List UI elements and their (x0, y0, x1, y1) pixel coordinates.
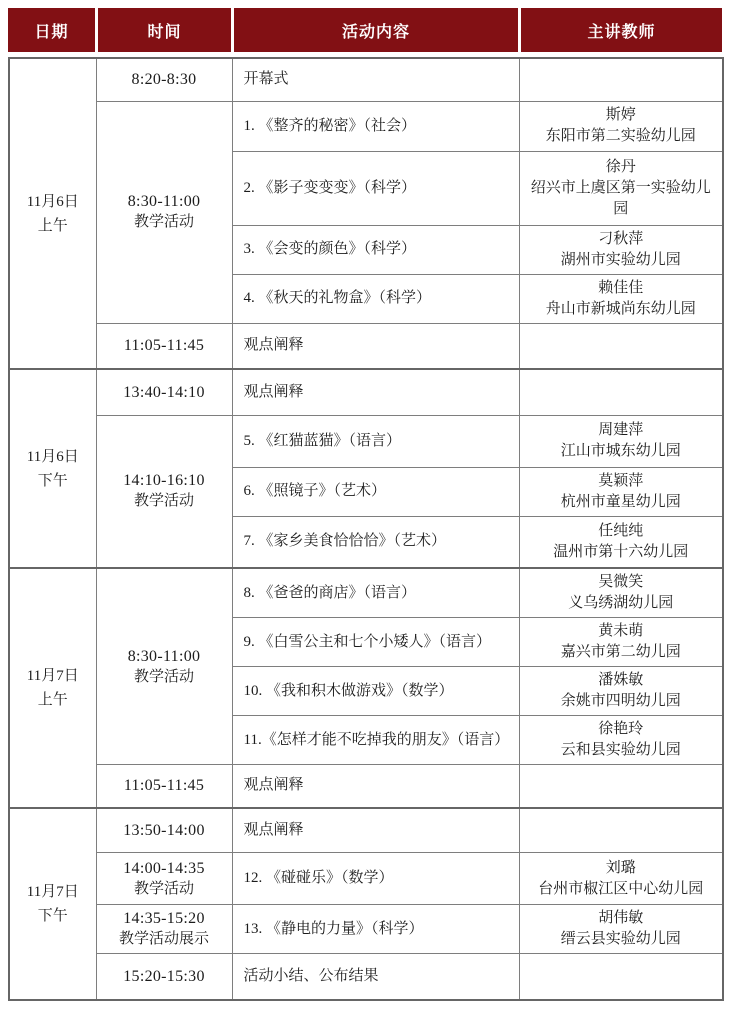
teacher-name: 莫颖萍 (598, 472, 644, 489)
teacher-cell (519, 667, 723, 716)
content-cell (232, 323, 519, 369)
content-cell (232, 954, 519, 1000)
teacher-name: 刁秋萍 (598, 230, 644, 247)
content-cell (232, 618, 519, 667)
content-cell (232, 415, 519, 467)
activity-label: 4. 《秋天的礼物盒》（科学） (243, 290, 432, 306)
teacher-cell (519, 415, 723, 467)
teacher-school: 绍兴市上虞区第一实验幼儿园 (530, 179, 711, 217)
date-text: 11月6日 (26, 448, 79, 465)
time-cell (96, 765, 232, 808)
teacher-school: 江山市城东幼儿园 (560, 443, 681, 459)
time-range: 8:30-11:00 (127, 647, 201, 665)
table-row (9, 905, 723, 954)
date-text: 下午 (37, 907, 68, 924)
column-header-content: 活动内容 (234, 8, 518, 52)
teacher-name: 黄未萌 (598, 623, 644, 639)
teacher-name: 周建萍 (598, 422, 644, 438)
table-row (9, 58, 723, 101)
activity-label: 开幕式 (243, 71, 289, 88)
time-range: 8:20-8:30 (131, 71, 197, 89)
activity-label: 观点阐释 (243, 777, 304, 794)
time-range: 14:35-15:20 (123, 910, 205, 927)
time-cell (96, 905, 232, 954)
activity-label: 13. 《静电的力量》（科学） (243, 920, 424, 937)
teacher-cell (519, 101, 723, 151)
time-label: 教学活动 (133, 493, 194, 510)
table-row (9, 808, 723, 853)
date-text: 下午 (37, 472, 68, 489)
teacher-school: 缙云县实验幼儿园 (560, 931, 681, 947)
activity-label: 5. 《红猫蓝猫》（语言） (243, 432, 402, 449)
teacher-cell (519, 151, 723, 225)
content-cell (232, 516, 519, 568)
time-range: 15:20-15:30 (123, 967, 205, 985)
time-cell (96, 101, 232, 323)
activity-label: 2. 《影子变变变》（科学） (243, 179, 417, 196)
teacher-school: 义乌绣湖幼儿园 (568, 595, 674, 611)
table-row (9, 101, 723, 151)
teacher-cell (519, 618, 723, 667)
time-cell (96, 415, 232, 568)
teacher-name: 徐丹 (605, 158, 636, 175)
column-header-date: 日期 (8, 8, 95, 52)
activity-label: 11.《怎样才能不吃掉我的朋友》（语言） (243, 731, 510, 748)
teacher-cell (519, 568, 723, 618)
teacher-school: 湖州市实验幼儿园 (560, 251, 681, 268)
table-row (9, 853, 723, 905)
content-cell (232, 225, 519, 274)
table-row (9, 765, 723, 808)
teacher-school: 余姚市四明幼儿园 (560, 693, 681, 709)
teacher-name: 徐艳玲 (598, 721, 644, 737)
teacher-cell (519, 765, 723, 808)
content-cell (232, 101, 519, 151)
date-cell (9, 808, 96, 1000)
time-label: 教学活动 (133, 214, 194, 230)
content-cell (232, 274, 519, 323)
time-cell (96, 323, 232, 369)
date-text: 11月7日 (26, 883, 79, 900)
date-cell (9, 369, 96, 568)
content-cell (232, 905, 519, 954)
date-text: 11月6日 (26, 193, 79, 210)
teacher-cell (519, 58, 723, 101)
date-cell (9, 568, 96, 808)
content-cell (232, 765, 519, 808)
date-text: 上午 (37, 691, 68, 708)
time-cell (96, 808, 232, 853)
time-range: 13:50-14:00 (123, 821, 205, 839)
activity-label: 6. 《照镜子》（艺术） (243, 483, 387, 499)
time-range: 13:40-14:10 (123, 383, 205, 401)
activity-label: 8. 《爸爸的商店》（语言） (243, 584, 417, 601)
teacher-school: 云和县实验幼儿园 (560, 742, 681, 758)
time-range: 14:00-14:35 (123, 859, 205, 877)
time-cell (96, 954, 232, 1000)
teacher-name: 潘姝敏 (598, 672, 644, 688)
content-cell (232, 467, 519, 516)
table-row (9, 369, 723, 415)
teacher-cell (519, 369, 723, 415)
teacher-school: 温州市第十六幼儿园 (553, 543, 689, 560)
teacher-cell (519, 274, 723, 323)
content-cell (232, 808, 519, 853)
teacher-cell (519, 808, 723, 853)
teacher-cell (519, 323, 723, 369)
activity-label: 9. 《白雪公主和七个小矮人》（语言） (243, 633, 492, 650)
table-header-row (8, 8, 722, 52)
content-cell (232, 716, 519, 765)
teacher-cell (519, 905, 723, 954)
time-range: 14:10-16:10 (123, 472, 205, 490)
teacher-name: 赖佳佳 (598, 279, 644, 296)
time-label: 教学活动 (133, 668, 194, 685)
column-header-teacher: 主讲教师 (521, 8, 722, 52)
teacher-name: 吴微笑 (598, 574, 644, 590)
content-cell (232, 568, 519, 618)
table-row (9, 415, 723, 467)
teacher-name: 胡伟敏 (598, 910, 644, 926)
activity-label: 10. 《我和积木做游戏》（数学） (243, 682, 454, 699)
teacher-name: 任纯纯 (598, 522, 644, 539)
teacher-school: 嘉兴市第二幼儿园 (560, 644, 681, 660)
table-row (9, 954, 723, 1000)
time-range: 8:30-11:00 (127, 193, 201, 210)
time-cell (96, 58, 232, 101)
time-label: 教学活动展示 (118, 931, 209, 947)
activity-label: 3. 《会变的颜色》（科学） (243, 241, 417, 257)
teacher-cell (519, 516, 723, 568)
time-label: 教学活动 (133, 880, 194, 897)
activity-label: 7. 《家乡美食恰恰恰》（艺术） (243, 533, 447, 550)
teacher-cell (519, 853, 723, 905)
content-cell (232, 853, 519, 905)
content-cell (232, 667, 519, 716)
date-text: 11月7日 (26, 667, 79, 684)
activity-label: 活动小结、公布结果 (243, 967, 379, 984)
time-cell (96, 853, 232, 905)
activity-label: 观点阐释 (243, 821, 304, 838)
content-cell (232, 58, 519, 101)
time-cell (96, 369, 232, 415)
date-text: 上午 (37, 217, 68, 234)
date-cell (9, 58, 96, 369)
teacher-cell (519, 954, 723, 1000)
time-cell (96, 568, 232, 765)
teacher-school: 杭州市童星幼儿园 (560, 493, 681, 510)
teacher-name: 斯婷 (605, 107, 636, 123)
teacher-cell (519, 225, 723, 274)
teacher-school: 台州市椒江区中心幼儿园 (538, 880, 704, 897)
teacher-cell (519, 467, 723, 516)
activity-label: 12. 《碰碰乐》（数学） (243, 870, 394, 886)
time-range: 11:05-11:45 (123, 777, 205, 795)
teacher-school: 舟山市新城尚东幼儿园 (545, 300, 696, 317)
teacher-cell (519, 716, 723, 765)
schedule-table (8, 57, 724, 1001)
activity-label: 观点阐释 (243, 337, 304, 354)
content-cell (232, 369, 519, 415)
activity-label: 1. 《整齐的秘密》（社会） (243, 117, 417, 134)
column-header-time: 时间 (98, 8, 231, 52)
activity-label: 观点阐释 (243, 383, 304, 400)
teacher-name: 刘璐 (605, 859, 636, 876)
table-row (9, 568, 723, 618)
time-range: 11:05-11:45 (123, 337, 205, 355)
content-cell (232, 151, 519, 225)
teacher-school: 东阳市第二实验幼儿园 (545, 128, 696, 144)
table-row (9, 323, 723, 369)
